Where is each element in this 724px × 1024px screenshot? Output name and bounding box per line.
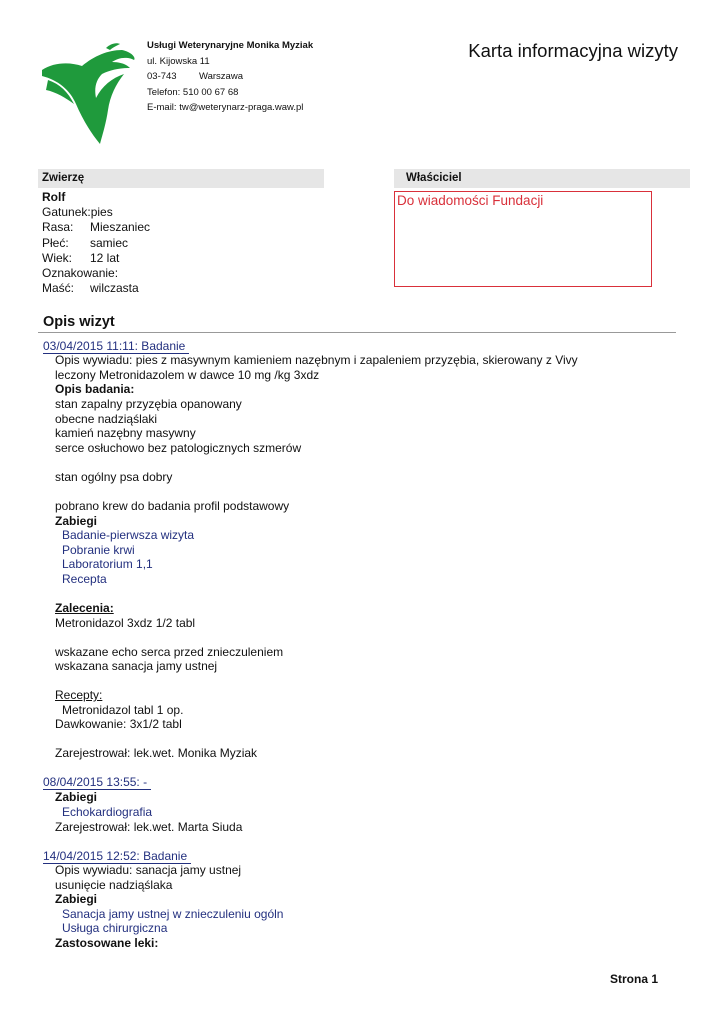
animal-field — [42, 266, 150, 281]
exam-description-label: Opis badania: — [55, 382, 135, 396]
owner-section-header: Właściciel — [394, 169, 690, 188]
field-value: Mieszaniec — [90, 220, 151, 235]
service-link[interactable]: Echokardiografia — [62, 805, 153, 819]
service-link[interactable]: Pobranie krwi — [62, 543, 135, 557]
service-link[interactable]: Laboratorium 1,1 — [62, 557, 153, 571]
prescription-item: Metronidazol tabl 1 op. — [62, 703, 184, 717]
visit-text-line: stan ogólny psa dobry — [55, 470, 173, 484]
animal-field — [42, 251, 150, 266]
field-label: Oznakowanie: — [42, 266, 119, 281]
clinic-city: Warszawa — [199, 71, 243, 83]
field-value: pies — [90, 205, 113, 220]
clinic-postcode: 03-743 — [147, 71, 177, 83]
procedures-label: Zabiegi — [55, 514, 98, 528]
field-label: Wiek: — [42, 250, 72, 265]
recommendation-line: wskazana sanacja jamy ustnej — [55, 659, 218, 673]
clinic-name: Usługi Weterynaryjne Monika Myziak — [147, 40, 314, 51]
animal-field — [42, 236, 150, 251]
visit-date-link[interactable]: 08/04/2015 13:55: - — [43, 775, 151, 790]
registered-by: Zarejestrował: lek.wet. Marta Siuda — [55, 820, 243, 834]
visit-text-line: pobrano krew do badania profil podstawowy — [55, 499, 290, 513]
owner-text: Do wiadomości Fundacji — [397, 193, 544, 208]
recommendation-line: wskazane echo serca przed znieczuleniem — [55, 645, 284, 659]
service-link[interactable]: Sanacja jamy ustnej w znieczuleniu ogóln — [62, 907, 284, 921]
field-label: Płeć: — [42, 235, 69, 250]
animal-section-header: Zwierzę — [38, 169, 324, 188]
registered-by: Zarejestrował: lek.wet. Monika Myziak — [55, 746, 258, 760]
visit-text-line: Opis wywiadu: sanacja jamy ustnej — [55, 863, 242, 877]
service-link[interactable]: Badanie-pierwsza wizyta — [62, 528, 195, 542]
recommendation-line: Metronidazol 3xdz 1/2 tabl — [55, 616, 196, 630]
clinic-phone: Telefon: 510 00 67 68 — [147, 86, 239, 98]
recommendations-label: Zalecenia: — [55, 601, 114, 615]
animal-field — [42, 220, 150, 235]
animal-field — [42, 205, 150, 220]
procedures-label: Zabiegi — [55, 790, 98, 804]
visit-text-line: usunięcie nadziąślaka — [55, 878, 173, 892]
clinic-city-row — [147, 69, 313, 85]
visit-text-line: leczony Metronidazolem w dawce 10 mg /kg 3xdz — [55, 368, 320, 382]
service-link[interactable]: Usługa chirurgiczna — [62, 921, 168, 935]
field-label: Maść: — [42, 281, 75, 296]
animal-name: Rolf — [42, 190, 66, 204]
document-title: Karta informacyjna wizyty — [468, 40, 678, 61]
visit-date-link[interactable]: 03/04/2015 11:11: Badanie — [43, 339, 189, 354]
visit-text-line: Opis wywiadu: pies z masywnym kamieniem nazębnym i zapaleniem przyzębia, skierowany z Vivy — [55, 353, 578, 367]
animal-details — [42, 190, 150, 296]
prescriptions-label: Recepty: — [55, 688, 103, 702]
visit-text-line: serce osłuchowo bez patologicznych szmerów — [55, 441, 302, 455]
visit-text-line: stan zapalny przyzębia opanowany — [55, 397, 242, 411]
field-label: Gatunek: — [42, 205, 91, 220]
field-value: wilczasta — [90, 281, 139, 296]
visit-date-link[interactable]: 14/04/2015 12:52: Badanie — [43, 849, 191, 864]
field-value: 12 lat — [90, 250, 120, 265]
page-number: Strona 1 — [609, 972, 658, 986]
clinic-info — [147, 38, 313, 116]
field-value: samiec — [90, 235, 129, 250]
drugs-label: Zastosowane leki: — [55, 936, 159, 950]
dosage-line: Dawkowanie: 3x1/2 tabl — [55, 717, 182, 731]
vet-logo-icon — [36, 40, 140, 144]
animal-field — [42, 281, 150, 296]
visits-title: Opis wizyt — [43, 314, 115, 330]
field-label: Rasa: — [42, 220, 74, 235]
visits-divider — [38, 332, 676, 333]
service-link[interactable]: Recepta — [62, 572, 107, 586]
visit-text-line: obecne nadziąślaki — [55, 412, 158, 426]
clinic-street: ul. Kijowska 11 — [147, 55, 210, 67]
clinic-email: E-mail: tw@weterynarz-praga.waw.pl — [147, 102, 304, 114]
owner-box — [394, 191, 652, 287]
procedures-label: Zabiegi — [55, 892, 98, 906]
visit-text-line: kamień nazębny masywny — [55, 426, 196, 440]
